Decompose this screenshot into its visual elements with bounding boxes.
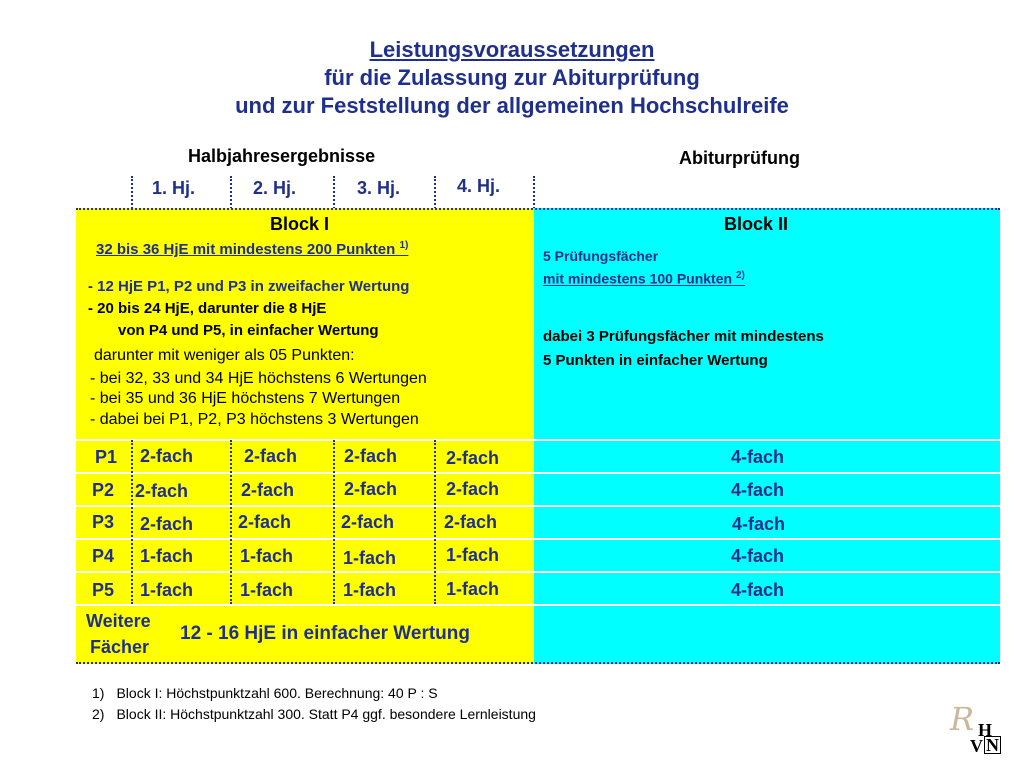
- cell-p1-hj2: 2-fach: [244, 446, 298, 466]
- hj-label-3: 3. Hj.: [357, 178, 401, 198]
- block1-line-4: darunter mit weniger als 05 Punkten:: [94, 347, 355, 364]
- row-label-p2: P2: [92, 480, 115, 500]
- hj-divider: [333, 176, 335, 212]
- weitere-label-1: Weitere: [86, 611, 151, 631]
- hj-divider: [434, 176, 436, 212]
- cell-p2-hj4: 2-fach: [446, 479, 500, 499]
- hj-divider: [131, 176, 133, 212]
- cell-p2-hj1: 2-fach: [135, 481, 189, 501]
- cell-p4-hj4: 1-fach: [446, 545, 500, 565]
- row-separator: [76, 538, 1000, 540]
- block1-line-5: - bei 32, 33 und 34 HjE höchstens 6 Wertungen: [90, 370, 427, 387]
- cell-p4-hj2: 1-fach: [240, 546, 294, 566]
- column-divider: [131, 440, 133, 604]
- cell-p1-abitur: 4-fach: [731, 447, 785, 467]
- cell-p5-abitur: 4-fach: [731, 580, 785, 600]
- hj-divider: [533, 176, 535, 212]
- cell-p4-abitur: 4-fach: [731, 546, 785, 566]
- block1-line-6: - bei 35 und 36 HjE höchstens 7 Wertungen: [90, 390, 401, 407]
- page-subtitle-1: für die Zulassung zur Abiturprüfung: [324, 65, 700, 90]
- row-separator: [76, 571, 1000, 573]
- page-subtitle-2: und zur Feststellung der allgemeinen Hochschulreife: [235, 93, 789, 118]
- column-divider: [230, 440, 232, 604]
- column-divider: [333, 440, 335, 604]
- cell-p5-hj1: 1-fach: [140, 580, 194, 600]
- block1-line-3: von P4 und P5, in einfacher Wertung: [118, 322, 379, 339]
- row-separator: [76, 505, 1000, 507]
- cell-p2-abitur: 4-fach: [731, 480, 785, 500]
- hj-label-4: 4. Hj.: [457, 176, 501, 196]
- logo-script-letter: R: [950, 700, 975, 738]
- cell-p3-hj4: 2-fach: [444, 512, 498, 532]
- block1-line-2: - 20 bis 24 HjE, darunter die 8 HjE: [88, 300, 327, 317]
- block2-title: Block II: [724, 214, 789, 234]
- cell-p1-hj4: 2-fach: [446, 448, 500, 468]
- cell-p5-hj4: 1-fach: [446, 579, 500, 599]
- block1-line-7: - dabei bei P1, P2, P3 höchstens 3 Wertungen: [90, 411, 419, 428]
- footnote-1: 1) Block I: Höchstpunktzahl 600. Berechnung: 40 P : S: [92, 685, 438, 701]
- hj-label-2: 2. Hj.: [253, 178, 297, 198]
- cell-p5-hj3: 1-fach: [343, 580, 397, 600]
- column-divider: [434, 440, 436, 604]
- cell-p4-hj1: 1-fach: [140, 546, 194, 566]
- row-separator: [76, 604, 1000, 606]
- logo-letter-h: H: [978, 720, 993, 740]
- block2-line-2: mit mindestens 100 Punkten $^{2)}$: [543, 270, 745, 287]
- row-label-p4: P4: [92, 546, 115, 566]
- block1-subtitle: 32 bis 36 HjE mit mindestens 200 Punkten $^{1)}$: [96, 240, 409, 258]
- row-label-p3: P3: [92, 512, 115, 532]
- cell-p3-hj3: 2-fach: [341, 512, 395, 532]
- table-top-border: [76, 208, 1000, 210]
- cell-p3-hj2: 2-fach: [238, 512, 292, 532]
- logo-letter-v: V: [970, 736, 983, 756]
- footnote-2: 2) Block II: Höchstpunktzahl 300. Statt P4 ggf. besondere Lernleistung: [92, 706, 536, 722]
- logo-letter-n: N: [986, 735, 999, 755]
- cell-p3-hj1: 2-fach: [140, 514, 194, 534]
- block1-line-1: - 12 HjE P1, P2 und P3 in zweifacher Wertung: [88, 278, 410, 295]
- weitere-label-2: Fächer: [90, 637, 150, 657]
- hj-divider: [230, 176, 232, 212]
- cell-p4-hj3: 1-fach: [343, 548, 397, 568]
- cell-p5-hj2: 1-fach: [240, 580, 294, 600]
- header-halbjahresergebnisse: Halbjahresergebnisse: [188, 146, 376, 166]
- row-separator: [76, 472, 1000, 474]
- weitere-text: 12 - 16 HjE in einfacher Wertung: [180, 623, 471, 644]
- row-label-p1: P1: [95, 447, 118, 467]
- block2-line-3: dabei 3 Prüfungsfächer mit mindestens: [543, 328, 824, 345]
- header-abiturpruefung: Abiturprüfung: [679, 148, 800, 168]
- cell-p1-hj3: 2-fach: [344, 446, 398, 466]
- logo: [948, 700, 1008, 756]
- block1-title: Block I: [270, 214, 330, 234]
- cell-p2-hj3: 2-fach: [344, 479, 398, 499]
- row-label-p5: P5: [92, 580, 115, 600]
- cell-p1-hj1: 2-fach: [140, 446, 194, 466]
- block2-line-1: 5 Prüfungsfächer: [543, 248, 659, 264]
- block2-line-4: 5 Punkten in einfacher Wertung: [543, 352, 768, 369]
- page-title: Leistungsvoraussetzungen: [369, 37, 655, 62]
- row-separator: [76, 439, 1000, 441]
- hj-label-1: 1. Hj.: [152, 178, 196, 198]
- table-bottom-border: [76, 662, 1000, 664]
- cell-p3-abitur: 4-fach: [732, 514, 786, 534]
- cell-p2-hj2: 2-fach: [241, 480, 295, 500]
